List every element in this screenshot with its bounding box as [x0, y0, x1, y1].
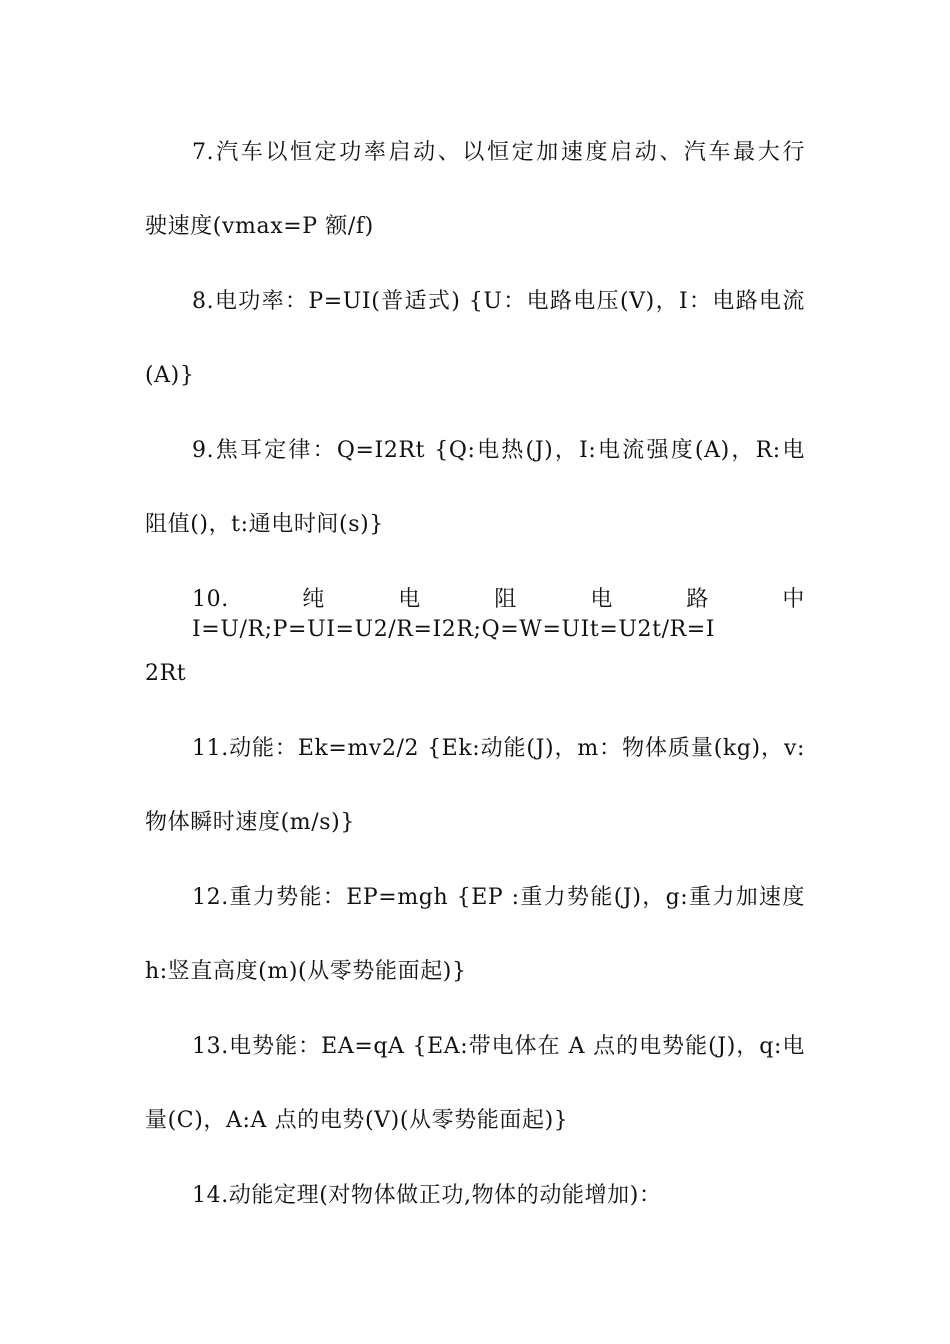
- paragraph-7-line-2: 驶速度(vmax=P 额/f): [145, 214, 374, 239]
- paragraph-13-line-2: 量(C)，A:A 点的电势(V)(从零势能面起)}: [145, 1108, 569, 1133]
- paragraph-9-line-2: 阻值()，t:通电时间(s)}: [145, 512, 384, 537]
- paragraph-11-line-2: 物体瞬时速度(m/s)}: [145, 810, 355, 835]
- paragraph-8-line-1: 8.电功率：P=UI(普适式) {U：电路电压(V)，I：电路电流: [192, 289, 805, 314]
- paragraph-12-line-1: 12.重力势能：EP=mgh {EP :重力势能(J)，g:重力加速度: [192, 885, 805, 910]
- paragraph-11-line-1: 11.动能：Ek=mv2/2 {Ek:动能(J)，m：物体质量(kg)，v:: [192, 736, 805, 761]
- paragraph-14-line-1: 14.动能定理(对物体做正功,物体的动能增加)：: [192, 1183, 662, 1208]
- paragraph-10-line-2: 2Rt: [145, 661, 187, 686]
- paragraph-8-line-2: (A)}: [145, 363, 195, 388]
- paragraph-12-line-2: h:竖直高度(m)(从零势能面起)}: [145, 959, 467, 984]
- paragraph-10-line-1: 10.纯电阻电路中 I=U/R;P=UI=U2/R=I2R;Q=W=UIt=U2t/R=I: [192, 587, 805, 642]
- paragraph-13-line-1: 13.电势能：EA=qA {EA:带电体在 A 点的电势能(J)，q:电: [192, 1034, 805, 1059]
- paragraph-9-line-1: 9.焦耳定律：Q=I2Rt {Q:电热(J)，I:电流强度(A)，R:电: [192, 438, 805, 463]
- paragraph-7-line-1: 7.汽车以恒定功率启动、以恒定加速度启动、汽车最大行: [192, 140, 805, 165]
